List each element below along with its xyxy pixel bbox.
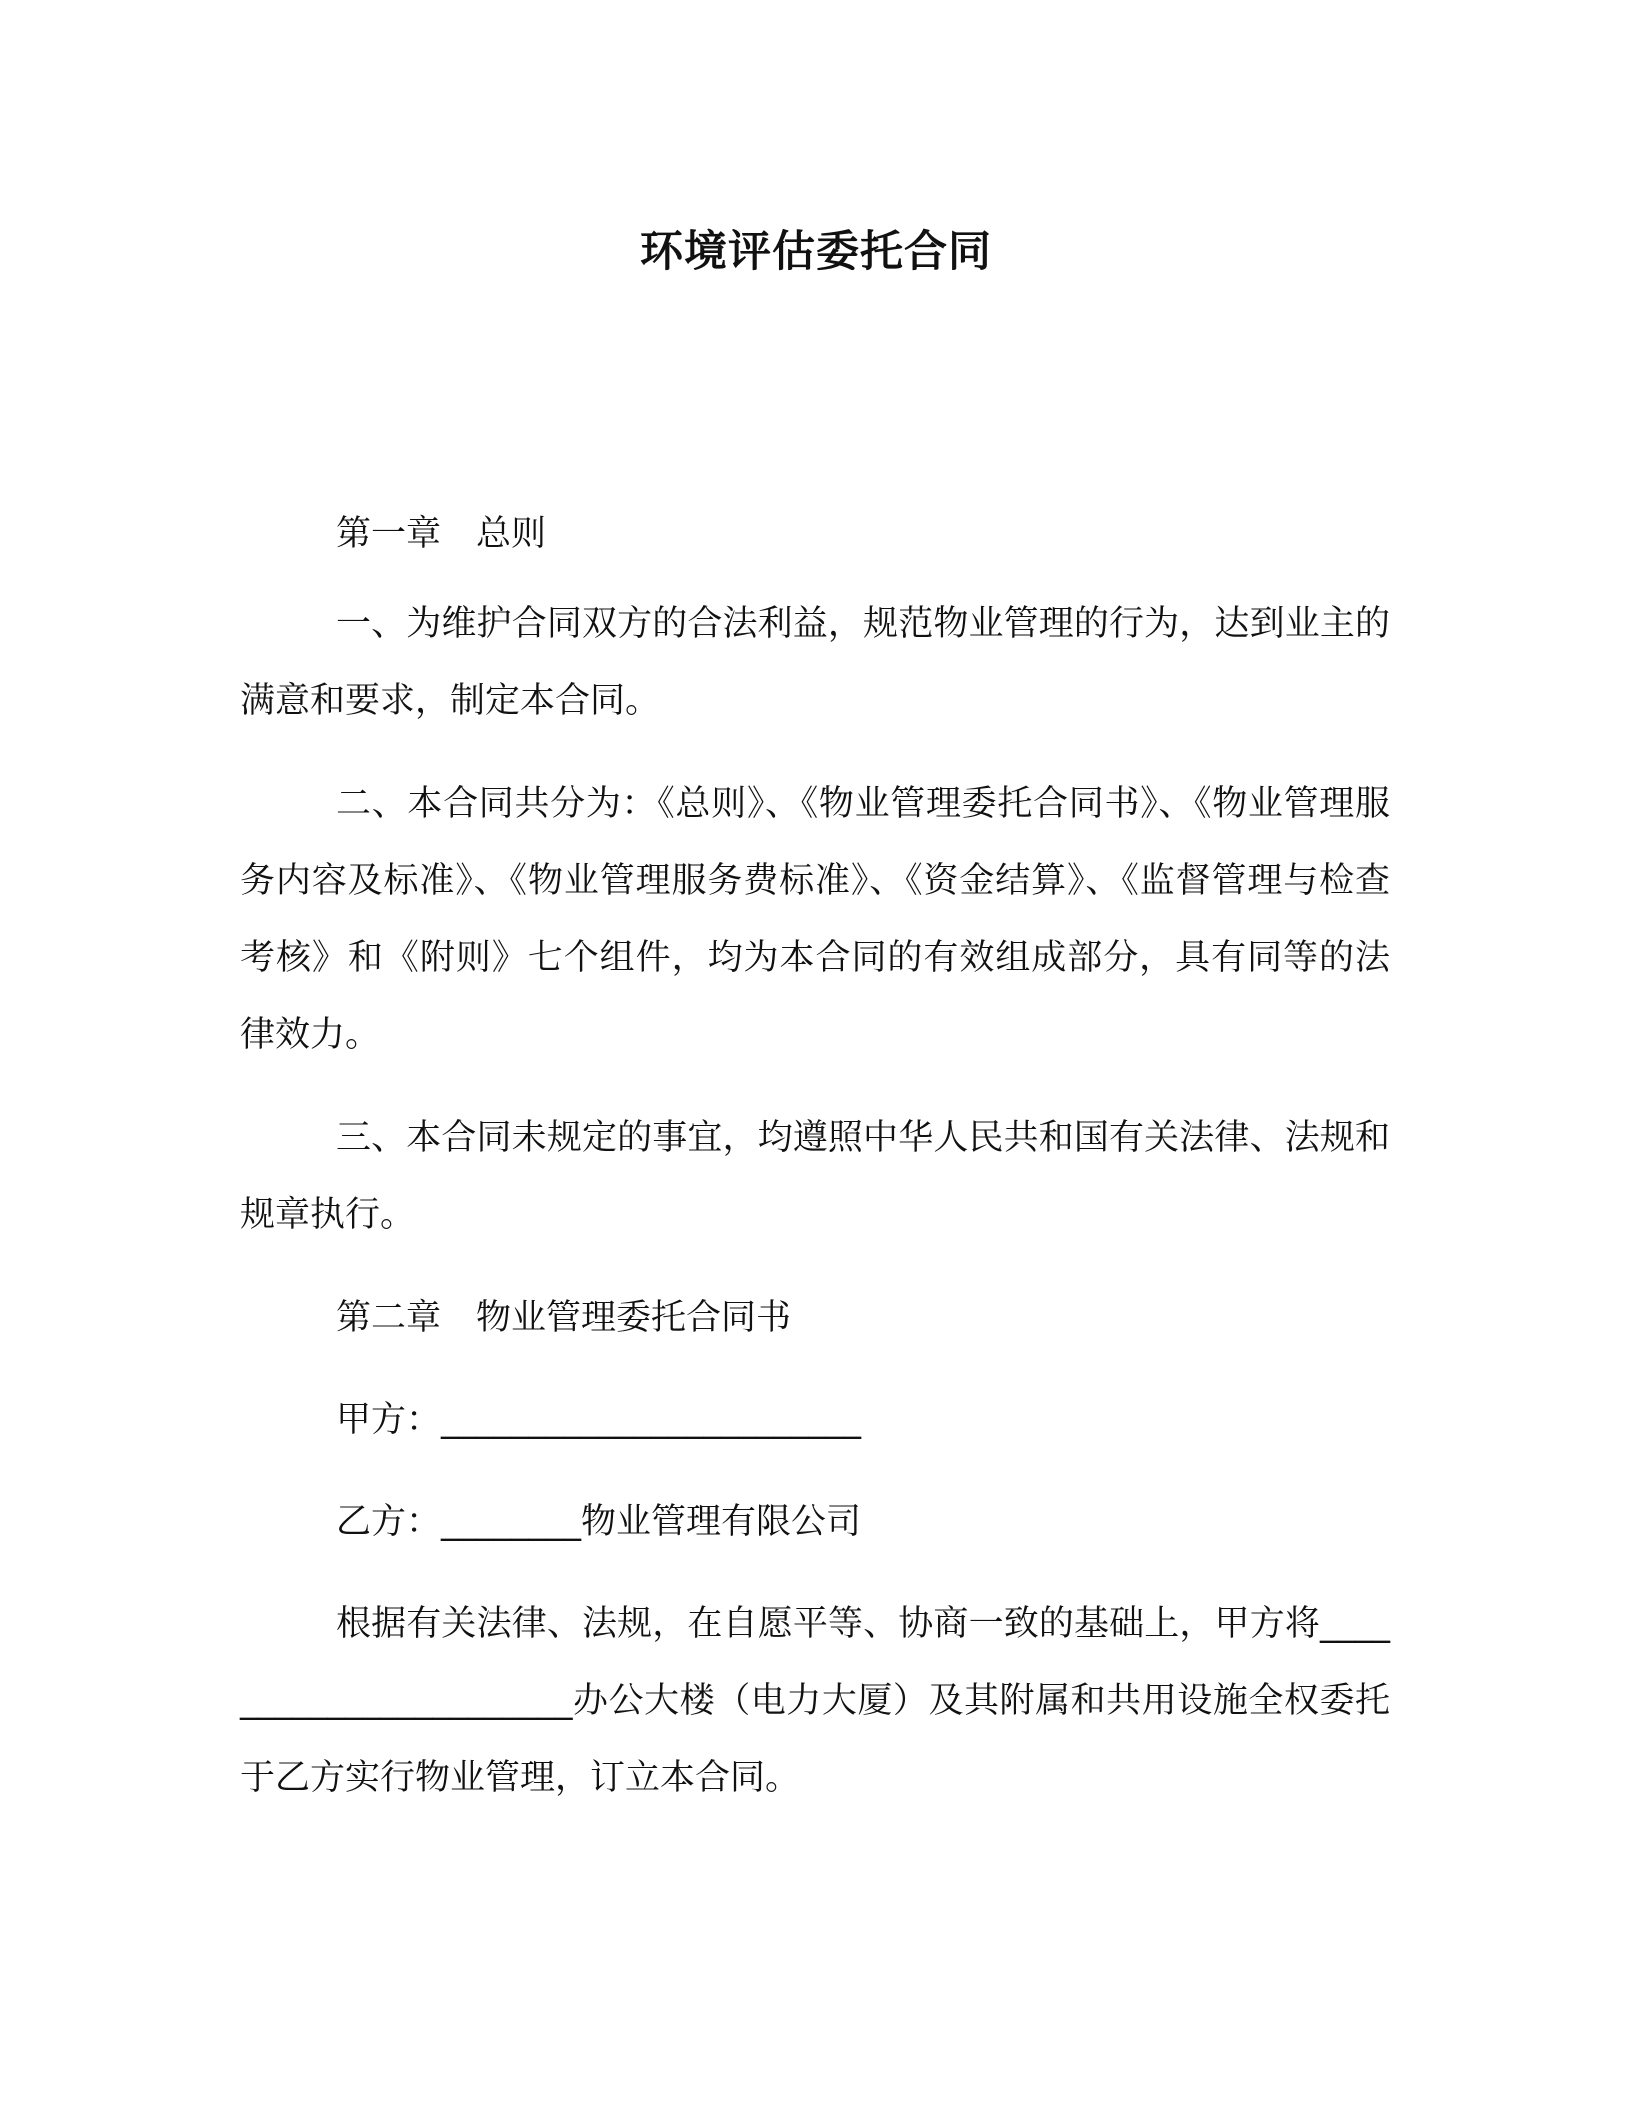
paragraph-3: 三、本合同未规定的事宜，均遵照中华人民共和国有关法律、法规和规章执行。	[240, 1118, 1390, 1235]
paragraph-2: 二、本合同共分为：《总则》、《物业管理委托合同书》、《物业管理服务内容及标准》、《物业管理服务费标准》、《资金结算》、《监督管理与检查考核》和《附则》七个组件，均为本合同的有效组成部分，具有同等的法律效力。	[240, 784, 1390, 1055]
party-b-line: 乙方：________物业管理有限公司	[336, 1502, 862, 1542]
paragraph-1: 一、为维护合同双方的合法利益，规范物业管理的行为，达到业主的满意和要求，制定本合同。	[240, 604, 1390, 721]
paragraph-4: 根据有关法律、法规，在自愿平等、协商一致的基础上，甲方将_______________________办公大楼（电力大厦）及其附属和共用设施全权委托于乙方实行物业管理，订立本合同。	[240, 1604, 1390, 1798]
chapter2-heading: 第二章 物业管理委托合同书	[336, 1298, 792, 1338]
party-a-line: 甲方：________________________	[336, 1400, 862, 1440]
chapter1-heading: 第一章 总则	[336, 514, 547, 554]
document-title: 环境评估委托合同	[640, 227, 992, 277]
